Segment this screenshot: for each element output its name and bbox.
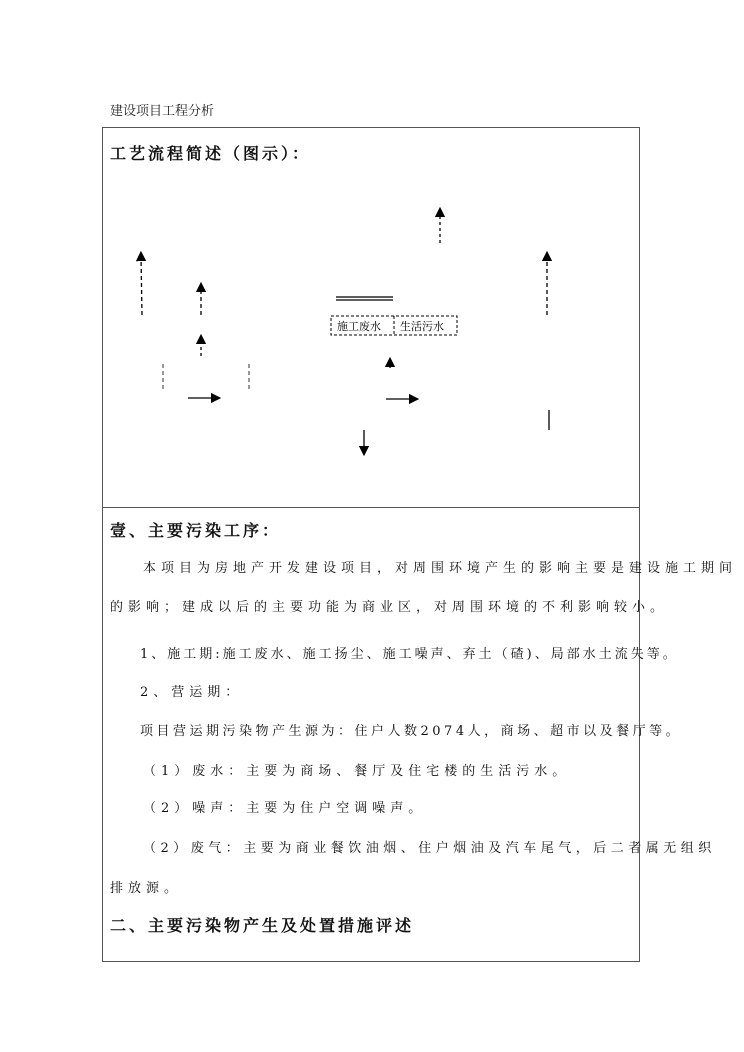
paragraph-line: （1）废水：主要为商场、餐厅及住宅楼的生活污水。 [143, 764, 571, 779]
dashed-arrow-up [141, 256, 142, 315]
paragraph-line: 排放源。 [110, 881, 183, 896]
section1-title: 壹、主要污染工序： [110, 521, 282, 540]
section2-title: 二、主要污染物产生及处置措施评述 [110, 916, 415, 935]
paragraph-line: （2）废气：主要为商业餐饮油烟、住户烟油及汽车尾气，后二者属无组织 [143, 841, 716, 856]
flow-title: 工艺流程简述（图示）： [110, 144, 312, 163]
paragraph-line: 本项目为房地产开发建设项目，对周围环境产生的影响主要是建设施工期间 [143, 561, 738, 576]
diagram-label: 施工废水 [337, 320, 381, 333]
paragraph-line: （2）噪声：主要为住户空调噪声。 [143, 801, 427, 816]
diagram-label: 生活污水 [400, 320, 444, 333]
paragraph-line: 项目营运期污染物产生源为：住户人数2074人，商场、超市以及餐厅等。 [140, 724, 683, 739]
paragraph-line: 的影响；建成以后的主要功能为商业区，对周围环境的不利影响较小。 [110, 600, 669, 615]
page-header: 建设项目工程分析 [110, 104, 215, 119]
paragraph-line: 2、营运期： [140, 685, 244, 700]
paragraph-line: 1、施工期:施工废水、施工扬尘、施工噪声、弃土（碴)、局部水土流失等。 [140, 647, 679, 662]
